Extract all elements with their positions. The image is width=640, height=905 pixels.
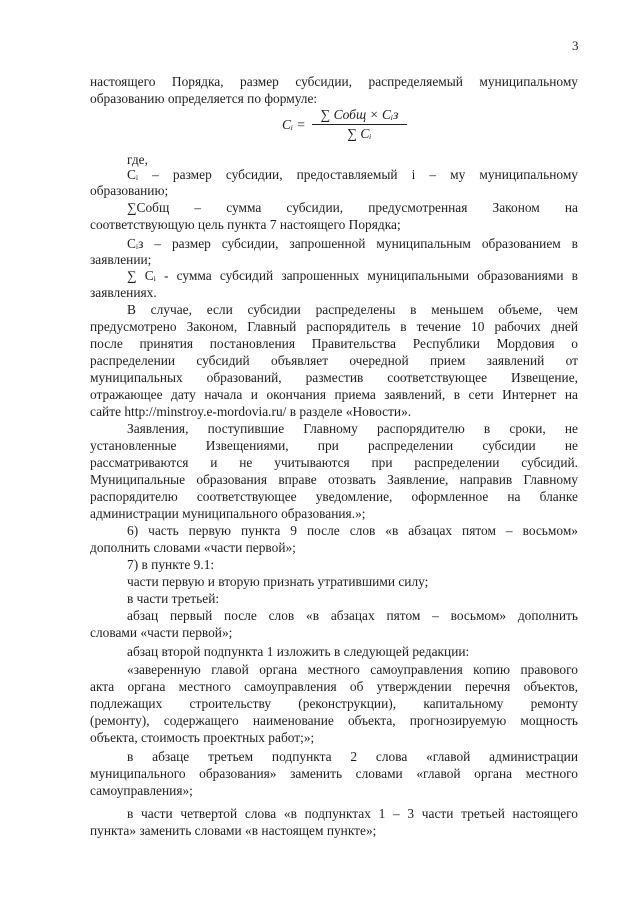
text-line: заявлении; xyxy=(90,252,152,267)
text-line: подлежащих строительству (реконструкции), капитальному ремонту xyxy=(90,696,578,711)
text-line: после принятия постановления Правительства Республики Мордовия о xyxy=(90,336,578,351)
text-line: 7) в пункте 9.1: xyxy=(127,557,215,572)
text-line: установленные Извещениями, при распределении субсидии не xyxy=(90,438,578,453)
text-line: соответствующую цель пункта 7 настоящего Порядка; xyxy=(90,217,401,232)
text-line: объекта, стоимость проектных работ;»; xyxy=(90,730,315,745)
text-line: пункта» заменить словами «в настоящем пункте»; xyxy=(90,823,377,838)
text-line: дополнить словами «части первой»; xyxy=(90,540,296,555)
text-line: предусмотрено Законом, Главный распорядитель в течение 10 рабочих дней xyxy=(90,319,578,334)
text-line: 6) часть первую пункта 9 после слов «в абзацах пятом – восьмом» xyxy=(127,523,578,538)
text-line: муниципальных образований, разместив соответствующее Извещение, xyxy=(90,370,578,385)
text-line: словами «части первой»; xyxy=(90,625,233,640)
page-number: 3 xyxy=(572,38,579,53)
text-line: муниципального образования» заменить словами «главой органа местного xyxy=(90,766,578,781)
text-line: акта органа местного самоуправления об утверждении перечня объектов, xyxy=(90,679,578,694)
text-line: в абзаце третьем подпункта 2 слова «главой администрации xyxy=(127,749,578,764)
text-line: образованию определяется по формуле: xyxy=(90,91,318,106)
text-line: ∑Cобщ – сумма субсидии, предусмотренная Законом на xyxy=(127,200,578,215)
text-line: распределении субсидий объявляет очередной прием заявлений от xyxy=(90,353,578,368)
text-line: абзац первый после слов «в абзацах пятом – восьмом» дополнить xyxy=(127,608,578,623)
text-line: рассматриваются и не учитываются при распределении субсидий. xyxy=(90,455,578,470)
text-line: заявлениях. xyxy=(90,285,157,300)
text-line: настоящего Порядка, размер субсидии, распределяемый муниципальному xyxy=(90,74,578,89)
text-line: Cᵢз – размер субсидии, запрошенной муниципальным образованием в xyxy=(127,236,578,251)
text-line: «заверенную главой органа местного самоуправления копию правового xyxy=(127,662,578,677)
formula-numerator: ∑ Cобщ × Cᵢз xyxy=(320,107,399,122)
formula-fraction xyxy=(312,107,407,142)
text-line: ∑ Cᵢ - сумма субсидий запрошенных муниципальными образованиями в xyxy=(127,268,578,283)
fraction-bar xyxy=(312,124,407,125)
text-line: самоуправления»; xyxy=(90,783,193,798)
text-line: Cᵢ – размер субсидии, предоставляемый i – му муниципальному xyxy=(127,167,578,182)
text-line: в части четвертой слова «в подпунктах 1 – 3 части третьей настоящего xyxy=(127,806,578,821)
text-line: абзац второй подпункта 1 изложить в следующей редакции: xyxy=(127,644,470,659)
text-line: (ремонту), содержащего наименование объекта, прогнозируемую мощность xyxy=(90,713,578,728)
text-line: администрации муниципального образования.»; xyxy=(90,506,366,521)
formula-denominator: ∑ Cᵢ xyxy=(347,126,372,141)
text-line: части первую и вторую признать утратившими силу; xyxy=(127,574,429,589)
text-line: Муниципальные образования вправе отозвать Заявление, направив Главному xyxy=(90,472,578,487)
text-line: отражающее дату начала и окончания приема заявлений, в сети Интернет на xyxy=(90,387,578,402)
text-line: В случае, если субсидии распределены в меньшем объеме, чем xyxy=(127,302,578,317)
text-line: в части третьей: xyxy=(127,591,220,606)
text-line: где, xyxy=(127,152,148,167)
text-line: Заявления, поступившие Главному распорядителю в сроки, не xyxy=(127,421,578,436)
text-line: сайте http://minstroy.e-mordovia.ru/ в разделе «Новости». xyxy=(90,404,412,419)
text-line: распорядителю соответствующее уведомление, оформленное на бланке xyxy=(90,489,578,504)
text-line: образованию; xyxy=(90,183,169,198)
formula-lhs: Cᵢ = xyxy=(282,117,306,132)
